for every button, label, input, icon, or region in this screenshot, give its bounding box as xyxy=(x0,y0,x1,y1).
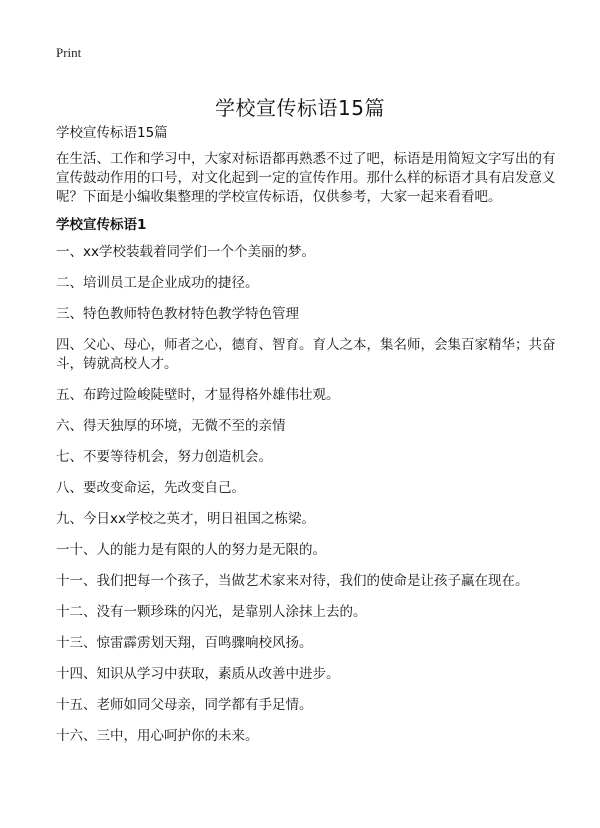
slogan-item: 十五、老师如同父母亲，同学都有手足情。 xyxy=(56,697,313,713)
slogan-item: 十四、知识从学习中获取，素质从改善中进步。 xyxy=(56,666,340,682)
slogan-item: 十六、三中，用心呵护你的未来。 xyxy=(56,728,259,744)
slogan-item: 十三、惊雷霹雳划天翔，百鸣骤响校风扬。 xyxy=(56,635,313,651)
slogan-item: 十一、我们把每一个孩子，当做艺术家来对待，我们的使命是让孩子赢在现在。 xyxy=(56,573,529,589)
slogan-item: 三、特色教师特色教材特色教学特色管理 xyxy=(56,306,299,322)
print-link[interactable]: Print xyxy=(56,45,82,60)
slogan-item: 六、得天独厚的环境，无微不至的亲情 xyxy=(56,418,286,434)
slogan-item: 八、要改变命运，先改变自己。 xyxy=(56,480,245,496)
subtitle: 学校宣传标语15篇 xyxy=(56,125,168,141)
slogan-item: 七、不要等待机会，努力创造机会。 xyxy=(56,449,272,465)
slogan-item: 一十、人的能力是有限的人的努力是无限的。 xyxy=(56,542,326,558)
slogan-item: 二、培训员工是企业成功的捷径。 xyxy=(56,275,259,291)
slogan-item: 一、xx学校装载着同学们一个个美丽的梦。 xyxy=(56,244,315,260)
slogan-item: 十二、没有一颗珍珠的闪光，是靠别人涂抹上去的。 xyxy=(56,604,367,620)
page-title: 学校宣传标语15篇 xyxy=(215,96,385,121)
slogan-item: 五、布跨过险峻陡壁时，才显得格外雄伟壮观。 xyxy=(56,387,340,403)
slogan-list xyxy=(56,243,556,758)
slogan-item: 九、今日xx学校之英才，明日祖国之栋梁。 xyxy=(56,511,315,527)
slogan-item: 四、父心、母心，师者之心，德育、智育。育人之本，集名师，会集百家精华；共奋斗，铸就高校人才。 xyxy=(56,337,556,372)
section-heading: 学校宣传标语1 xyxy=(56,217,147,233)
intro-paragraph: 在生活、工作和学习中，大家对标语都再熟悉不过了吧，标语是用简短文字写出的有宣传鼓动作用的口号，对文化起到一定的宣传作用。那什么样的标语才具有启发意义呢？下面是小编收集整理的学校宣传标语，仅供参考，大家一起来看看吧。 xyxy=(56,151,556,205)
